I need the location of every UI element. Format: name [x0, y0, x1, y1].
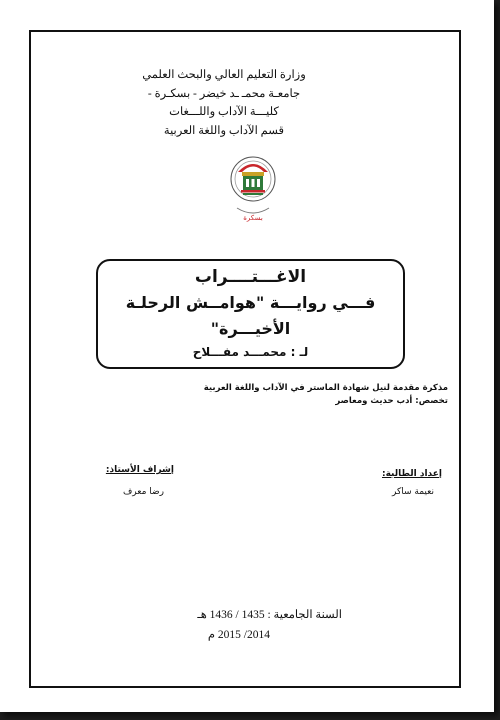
supervisor-label: إشراف الأستاذ: [105, 465, 174, 475]
academic-year-gregorian: 2014/ 2015 م [207, 629, 270, 641]
thesis-title-line-2: فـــي روايـــة "هوامــش الرحلـة [125, 293, 376, 312]
memo-line-1: مذكرة مقدمة لنيل شهادة الماستر في الآداب واللغة العربية [203, 383, 448, 393]
ministry-line: وزارة التعليم العالي والبحث العلمي [142, 69, 306, 81]
student-name: نعيمة ساكر [392, 487, 434, 497]
faculty-line: كليـــة الآداب واللـــغات [169, 106, 279, 118]
thesis-title-line-1: الاغـــتــــراب [194, 267, 307, 287]
memo-line-2: تخصص: أدب حديث ومعاصر [335, 396, 448, 406]
university-logo [229, 148, 277, 226]
academic-year-hijri: السنة الجامعية : 1435 / 1436 هـ [197, 609, 342, 621]
memo-description [68, 382, 448, 408]
university-line: جامعـة محمـ ـد خيضر - بسكـرة - [147, 87, 301, 100]
supervisor-name: رضا معرف [122, 487, 164, 497]
institution-header [114, 66, 334, 140]
department-line: قسم الآداب واللغة العربية [163, 124, 285, 137]
student-label: إعداد الطالبة: [382, 469, 442, 479]
title-box [96, 259, 405, 369]
logo-caption: بسكرة [243, 214, 263, 222]
thesis-title-line-3: الأخيـــرة" [210, 319, 291, 338]
university-crest-icon [229, 148, 277, 226]
novel-author: لـ : محمـــد مفـــلاح [192, 345, 309, 359]
